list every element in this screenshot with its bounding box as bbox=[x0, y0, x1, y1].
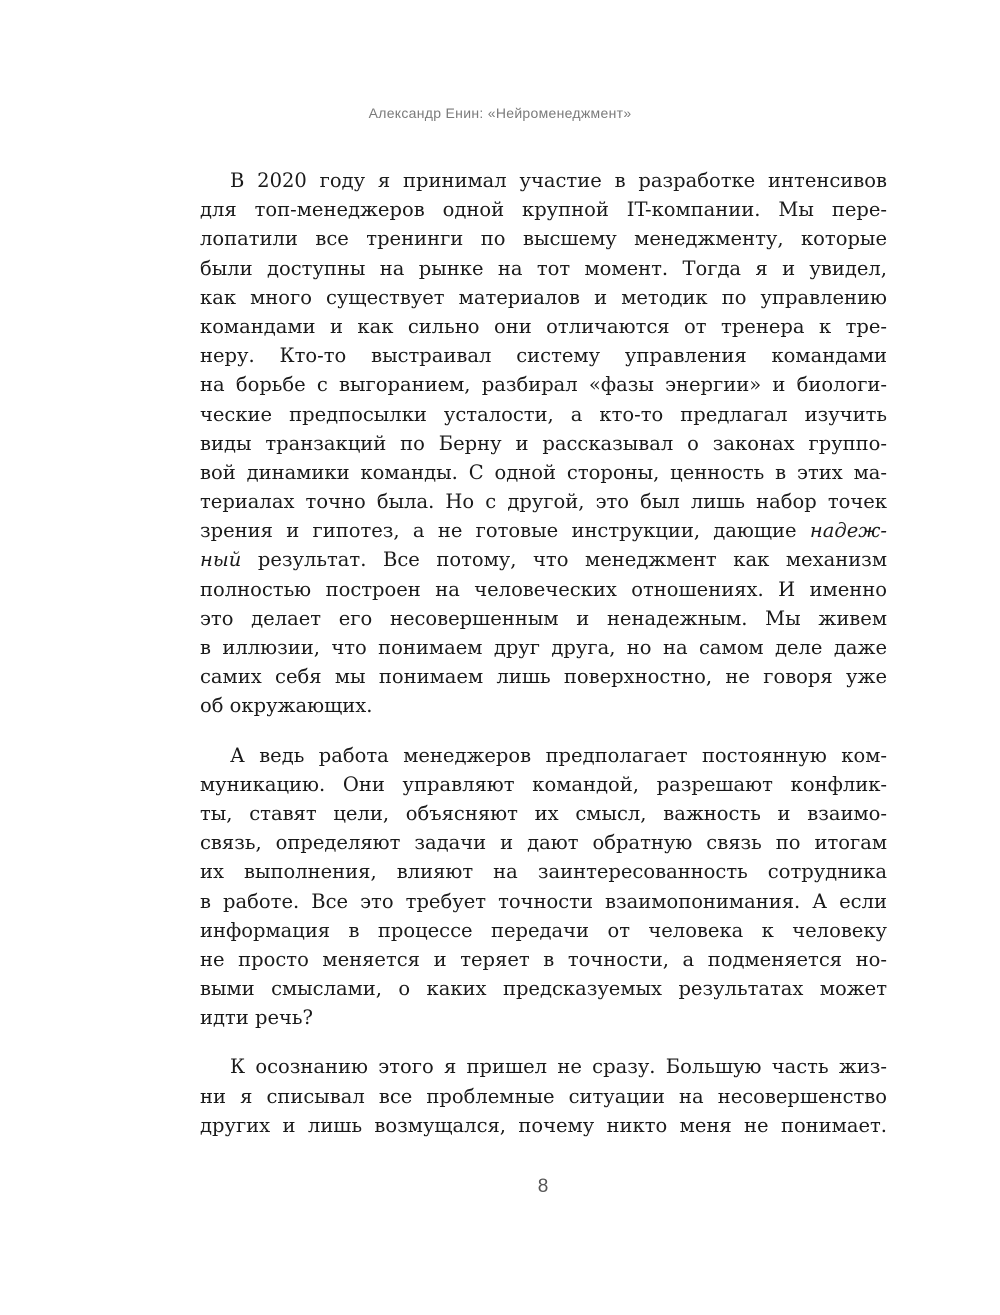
text-line: А ведь работа менеджеров предполагает постоянную ком- bbox=[230, 743, 887, 767]
text-line: в работе. Все это требует точности взаимопонимания. А если bbox=[200, 889, 887, 913]
text-line: ты, ставят цели, объясняют их смысл, важность и взаимо- bbox=[200, 801, 887, 825]
paragraph-3 bbox=[200, 1052, 887, 1140]
italic-text: надеж- bbox=[809, 519, 887, 543]
text-line: ческие предпосылки усталости, а кто-то предлагал изучить bbox=[200, 402, 887, 426]
text-line: виды транзакций по Берну и рассказывал о законах группо- bbox=[200, 431, 887, 455]
text-run: зрения и гипотез, а не готовые инструкции, дающие bbox=[200, 519, 810, 543]
text-line: ни я списывал все проблемные ситуации на несовершенство bbox=[200, 1084, 887, 1108]
text-line: на борьбе с выгоранием, разбирал «фазы энергии» и биологи- bbox=[200, 373, 887, 397]
page-number: 8 bbox=[537, 1176, 549, 1197]
text-line: полностью построен на человеческих отношениях. И именно bbox=[200, 577, 887, 601]
text-line: лопатили все тренинги по высшему менеджменту, которые bbox=[200, 227, 887, 251]
text-line: идти речь? bbox=[200, 1006, 313, 1030]
text-line: неру. Кто-то выстраивал систему управления командами bbox=[200, 344, 887, 368]
italic-text: ный bbox=[200, 548, 242, 572]
text-line: К осознанию этого я пришел не сразу. Большую часть жиз- bbox=[230, 1055, 887, 1079]
running-head: Александр Енин: «Нейроменеджмент» bbox=[368, 105, 632, 121]
text-line: В 2020 году я принимал участие в разработке интенсивов bbox=[230, 169, 887, 192]
text-line: муникацию. Они управляют командой, разрешают конфлик- bbox=[200, 772, 887, 796]
text-line: об окружающих. bbox=[200, 694, 373, 718]
body-text bbox=[200, 166, 887, 1160]
text-line: других и лишь возмущался, почему никто меня не понимает. bbox=[200, 1113, 887, 1137]
text-line: в иллюзии, что понимаем друг друга, но на самом деле даже bbox=[200, 636, 887, 659]
text-line: выми смыслами, о каких предсказуемых результатах может bbox=[200, 977, 887, 1001]
text-line bbox=[200, 516, 887, 545]
paragraph-2 bbox=[200, 741, 887, 1033]
text-line: не просто меняется и теряет в точности, а подменяется но- bbox=[200, 947, 887, 971]
text-run: результат. Все потому, что менеджмент как механизм bbox=[241, 548, 887, 572]
text-line: связь, определяют задачи и дают обратную связь по итогам bbox=[200, 831, 887, 855]
text-line: информация в процессе передачи от человека к человеку bbox=[200, 918, 887, 942]
text-line: это делает его несовершенным и ненадежным. Мы живем bbox=[200, 606, 887, 630]
text-line: командами и как сильно они отличаются от тренера к тре- bbox=[200, 314, 887, 338]
text-line: териалах точно была. Но с другой, это был лишь набор точек bbox=[200, 490, 887, 514]
text-line: самих себя мы понимаем лишь поверхностно, не говоря уже bbox=[200, 665, 887, 689]
text-line: для топ-менеджеров одной крупной IT-компании. Мы пере- bbox=[200, 198, 887, 222]
text-line: были доступны на рынке на тот момент. Тогда я и увидел, bbox=[200, 256, 887, 280]
text-line bbox=[200, 545, 887, 574]
text-line: вой динамики команды. С одной стороны, ценность в этих ма- bbox=[200, 460, 887, 484]
text-line: как много существует материалов и методик по управлению bbox=[200, 285, 887, 309]
paragraph-1 bbox=[200, 166, 887, 721]
text-line: их выполнения, влияют на заинтересованность сотрудника bbox=[200, 860, 887, 884]
